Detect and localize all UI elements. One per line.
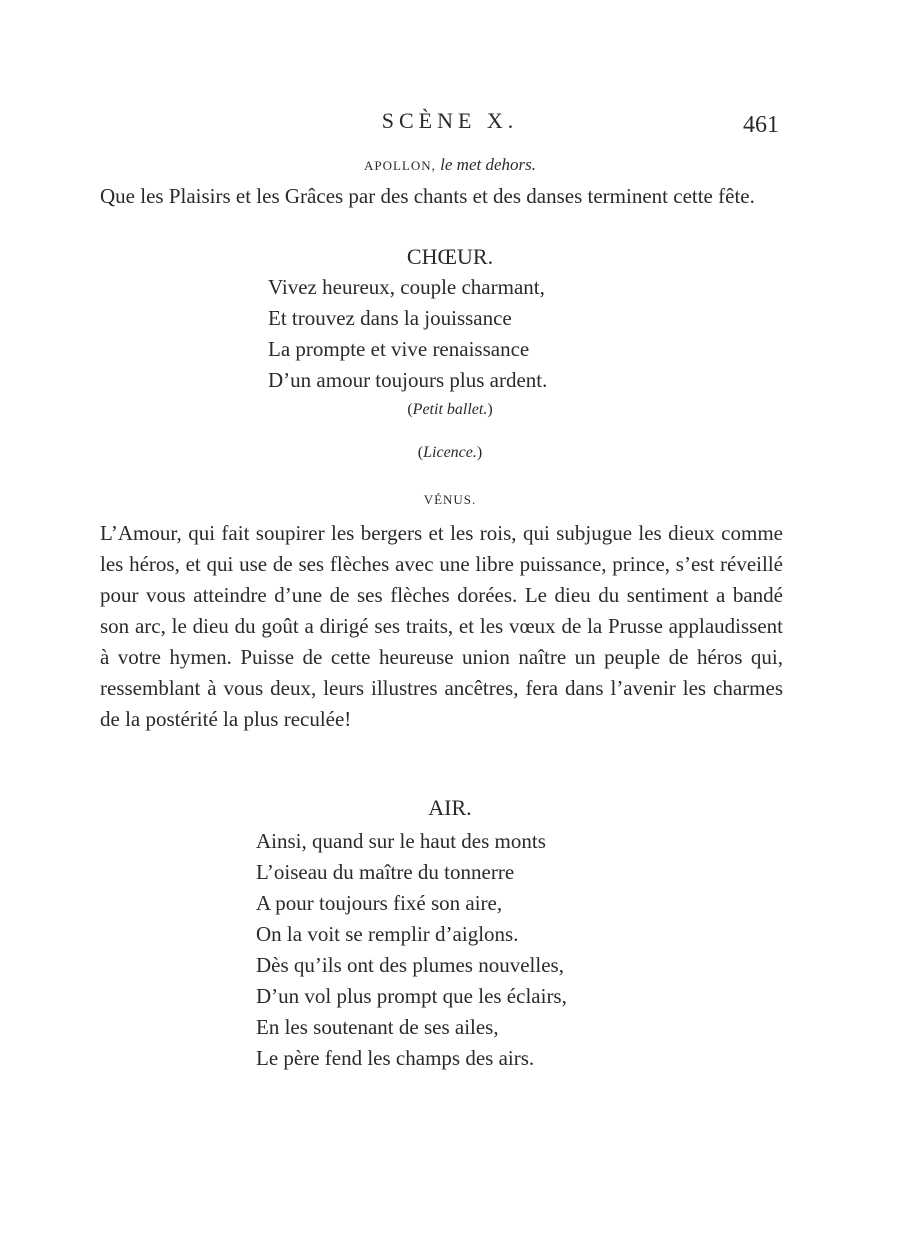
verse-line: D’un amour toujours plus ardent. bbox=[268, 368, 548, 392]
stage-note-licence: (Licence.) bbox=[417, 444, 483, 461]
speaker-apollon bbox=[0, 155, 900, 175]
chorus-heading: CHŒUR. bbox=[406, 244, 494, 269]
verse-line: En les soutenant de ses ailes, bbox=[256, 1015, 499, 1039]
stage-note-text: Petit ballet. bbox=[412, 401, 488, 418]
stage-note-petit-ballet: (Petit ballet.) bbox=[407, 401, 493, 418]
stage-note-text: Licence. bbox=[423, 444, 477, 461]
speaker-name: VÉNUS. bbox=[423, 492, 477, 507]
running-head: SCÈNE X. bbox=[381, 108, 519, 133]
verse-line: Dès qu’ils ont des plumes nouvelles, bbox=[256, 953, 564, 977]
verse-line: Et trouvez dans la jouissance bbox=[268, 306, 512, 330]
page-number: 461 bbox=[743, 112, 779, 138]
chorus-verse bbox=[268, 272, 547, 396]
air-verse bbox=[256, 826, 567, 1074]
verse-line: Le père fend les champs des airs. bbox=[256, 1046, 535, 1070]
air-heading: AIR. bbox=[428, 795, 472, 820]
stage-direction: le met dehors. bbox=[440, 155, 536, 174]
verse-line: Vivez heureux, couple charmant, bbox=[268, 275, 545, 299]
verse-line: Ainsi, quand sur le haut des monts bbox=[256, 829, 546, 853]
apollon-speech: Que les Plaisirs et les Grâces par des chants et des danses terminent cette fête. bbox=[100, 184, 755, 208]
venus-speech: L’Amour, qui fait soupirer les bergers et les rois, qui subjugue les dieux comme les héros, et qui use de ses flèches avec une libre puissance, prince, s’est réveillé pour vous atteindre d’une de ses flèches dorées. Le dieu du sentiment a bandé son arc, le dieu du goût a dirigé ses traits, et les vœux de la Prusse applaudissent à votre hymen. Puisse de cette heureuse union naître un peuple de héros qui, ressemblant à vous deux, leurs illustres ancêtres, fera dans l’avenir les charmes de la postérité la plus reculée! bbox=[100, 521, 783, 731]
verse-line: D’un vol plus prompt que les éclairs, bbox=[256, 984, 567, 1008]
speaker-venus bbox=[0, 492, 900, 508]
verse-line: On la voit se remplir d’aiglons. bbox=[256, 922, 519, 946]
speaker-name: APOLLON, bbox=[363, 158, 436, 173]
verse-line: A pour toujours fixé son aire, bbox=[256, 891, 503, 915]
verse-line: L’oiseau du maître du tonnerre bbox=[256, 860, 515, 884]
verse-line: La prompte et vive renaissance bbox=[268, 337, 530, 361]
